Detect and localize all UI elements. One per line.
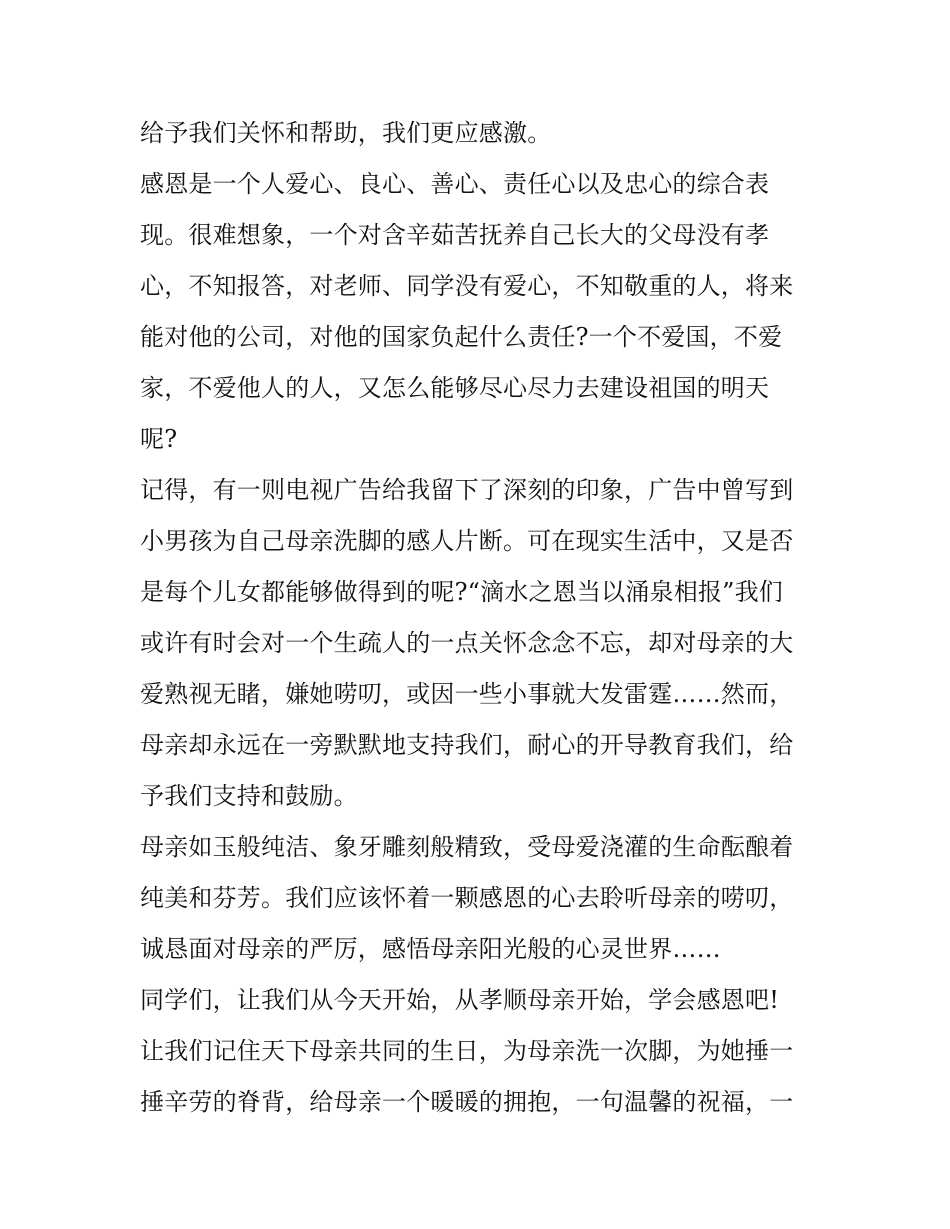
text-line: 家，不爱他人的人，又怎么能够尽心尽力去建设祖国的明天 — [140, 374, 770, 402]
text-line: 同学们，让我们从今天开始，从孝顺母亲开始，学会感恩吧! — [140, 986, 780, 1014]
text-line: 小男孩为自己母亲洗脚的感人片断。可在现实生活中，又是否 — [140, 527, 794, 555]
text-line: 能对他的公司，对他的国家负起什么责任?一个不爱国，不爱 — [140, 323, 783, 351]
text-line: 心，不知报答，对老师、同学没有爱心，不知敬重的人，将来 — [140, 272, 794, 300]
text-line: 母亲如玉般纯洁、象牙雕刻般精致，受母爱浇灌的生命酝酿着 — [140, 833, 794, 861]
text-line: 纯美和芬芳。我们应该怀着一颗感恩的心去聆听母亲的唠叨， — [140, 884, 794, 912]
text-line: 捶辛劳的脊背，给母亲一个暖暖的拥抱，一句温馨的祝福，一 — [140, 1088, 794, 1116]
text-line: 母亲却永远在一旁默默地支持我们，耐心的开导教育我们，给 — [140, 731, 794, 759]
text-line: 让我们记住天下母亲共同的生日，为母亲洗一次脚，为她捶一 — [140, 1037, 794, 1065]
text-line: 呢? — [140, 425, 178, 453]
text-line: 现。很难想象，一个对含辛茹苦抚养自己长大的父母没有孝 — [140, 221, 770, 249]
text-line: 或许有时会对一个生疏人的一点关怀念念不忘，却对母亲的大 — [140, 629, 794, 657]
text-line: 给予我们关怀和帮助，我们更应感激。 — [140, 119, 552, 147]
text-line: 予我们支持和鼓励。 — [140, 782, 358, 810]
text-line: 诚恳面对母亲的严厉，感悟母亲阳光般的心灵世界…… — [140, 935, 721, 963]
text-line: 感恩是一个人爱心、良心、善心、责任心以及忠心的综合表 — [140, 170, 770, 198]
text-line: 爱熟视无睹，嫌她唠叨，或因一些小事就大发雷霆……然而， — [140, 680, 794, 708]
document-body — [140, 108, 830, 1128]
text-line: 是每个儿女都能够做得到的呢?“滴水之恩当以涌泉相报”我们 — [140, 578, 784, 606]
text-line: 记得，有一则电视广告给我留下了深刻的印象，广告中曾写到 — [140, 476, 794, 504]
